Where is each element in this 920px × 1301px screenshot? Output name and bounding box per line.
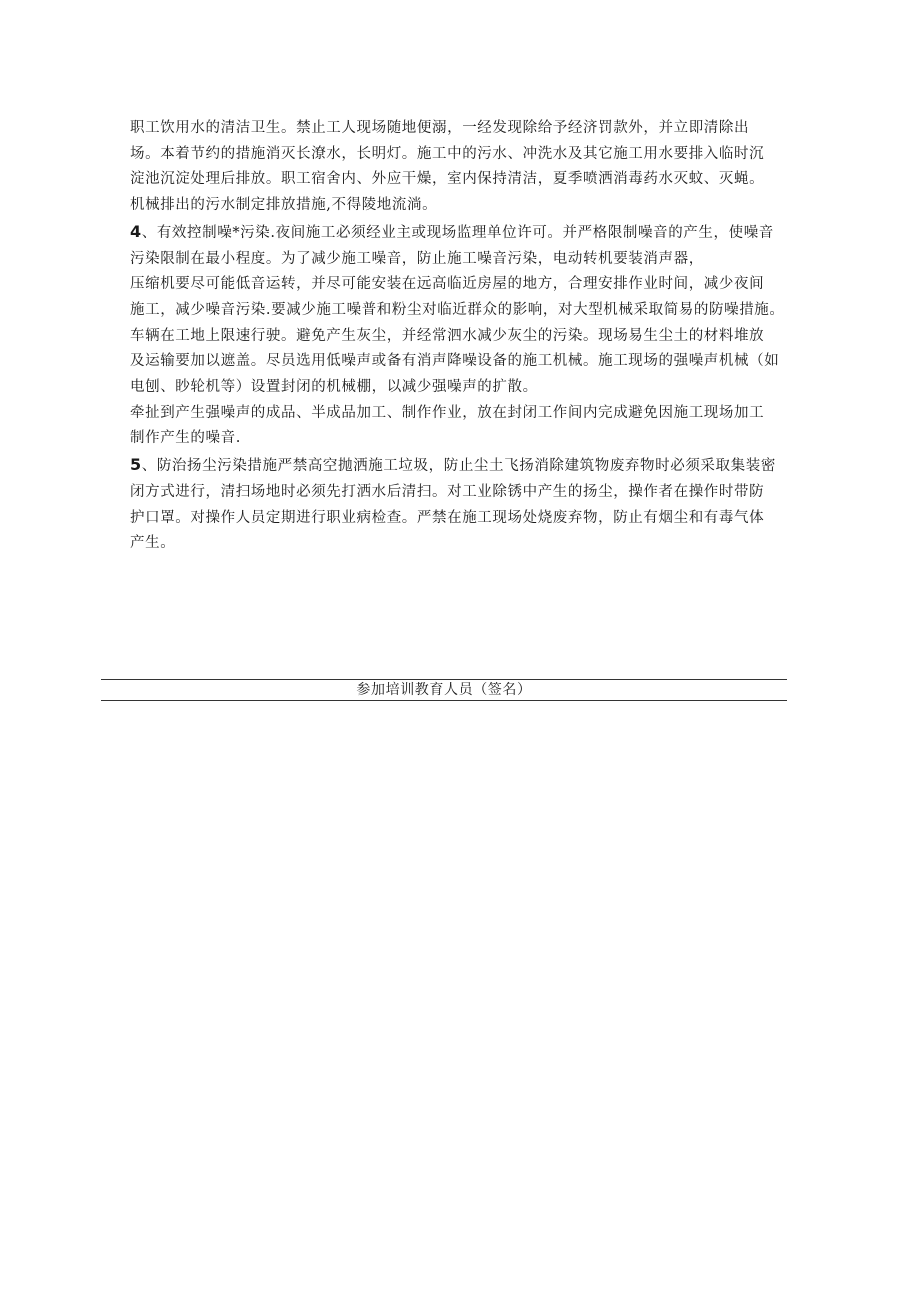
body-text bbox=[130, 116, 790, 557]
signature-table-bottom-border bbox=[101, 700, 787, 701]
text-line: 施工，减少噪音污染.要减少施工噪普和粉尘对临近群众的影响，对大型机械采取简易的防噪措施。 bbox=[130, 301, 785, 318]
signature-table-label: 参加培训教育人员（签名） bbox=[356, 682, 532, 698]
item-5-number: 5 bbox=[130, 455, 142, 475]
text-line: 场。本着节约的措施消灭长潦水，长明灯。施工中的污水、冲洗水及其它施工用水要排入临时沉 bbox=[130, 145, 765, 162]
text-line: 及运输要加以遮盖。尽员选用低噪声或备有消声降噪设备的施工机械。施工现场的强噪声机械（如 bbox=[130, 353, 780, 370]
text-line: 电刨、眇轮机等）设置封闭的机械棚，以减少强噪声的扩散。 bbox=[130, 379, 538, 396]
item-4-number: 4 bbox=[130, 221, 142, 241]
text-line: 压缩机要尽可能低音运转，并尽可能安装在远高临近房屋的地方，合理安排作业时间，减少夜间 bbox=[130, 276, 765, 293]
text-line: 制作产生的噪音. bbox=[130, 430, 241, 447]
item-5-text: 、防治扬尘污染措施严禁高空抛洒施工垃圾，防止尘土飞扬消除建筑物废弃物时必须采取集装密 bbox=[141, 458, 776, 475]
text-line: 职工饮用水的清洁卫生。禁止工人现场随地便溺，一经发现除给予经济罚款外，并立即清除出 bbox=[130, 120, 750, 136]
item-4-text: 、有效控制噪*污染.夜间施工必须经业主或现场监理单位许可。并严格限制噪音的产生，使噪音 bbox=[141, 224, 774, 241]
item-5-first-line bbox=[130, 452, 790, 480]
item-4-first-line bbox=[130, 219, 790, 247]
text-line: 污染限制在最小程度。为了减少施工噪音，防止施工噪音污染，电动转机要装消声器， bbox=[130, 250, 704, 267]
text-line: 牵扯到产生强噪声的成品、半成品加工、制作作业，放在封闭工作间内完成避免因施工现场加工 bbox=[130, 404, 765, 421]
text-line: 闭方式进行，清扫场地时必须先打洒水后清扫。对工业除锈中产生的扬尘，操作者在操作时带防 bbox=[130, 483, 765, 500]
text-line: 车辆在工地上限速行驶。避免产生灰尘，并经常泗水减少灰尘的污染。现场易生尘土的材料堆放 bbox=[130, 327, 765, 344]
text-line: 机械排出的污水制定排放措施,不得陵地流淌。 bbox=[130, 197, 438, 214]
text-line: 产生。 bbox=[130, 535, 176, 552]
text-line: 护口罩。对操作人员定期进行职业病检查。严禁在施工现场处烧废弃物，防止有烟尘和有毒气体 bbox=[130, 509, 765, 526]
text-line: 淀池沉淀处理后排放。职工宿舍内、外应干燥，室内保持清洁，夏季喷洒消毒药水灭蚊、灭蝇。 bbox=[130, 171, 765, 188]
